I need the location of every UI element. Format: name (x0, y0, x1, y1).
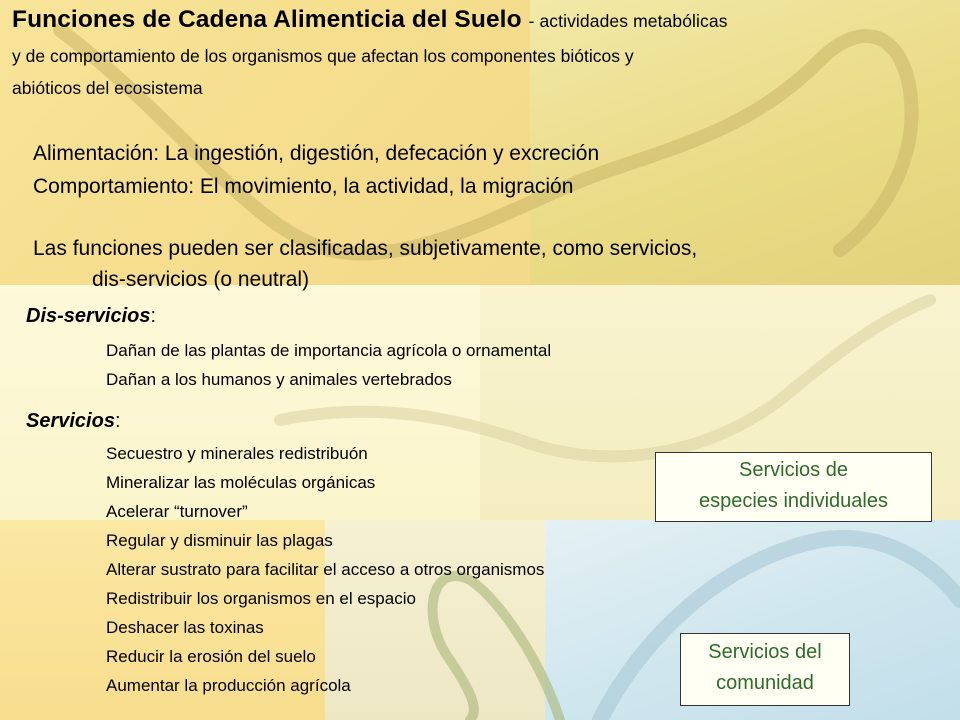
service-item: Secuestro y minerales redistribuón (106, 444, 368, 463)
definition-behavior: Comportamiento: El movimiento, la actividad, la migración (33, 175, 574, 198)
service-item: Alterar sustrato para facilitar el acceso a otros organismos (106, 560, 545, 579)
callout-community-line-2: comunidad (716, 672, 814, 694)
definition-feeding: Alimentación: La ingestión, digestión, defecación y excreción (33, 142, 600, 165)
classification-line-2: dis-servicios (o neutral) (92, 268, 310, 291)
classification-line-1: Las funciones pueden ser clasificadas, subjetivamente, como servicios, (33, 237, 698, 260)
service-item: Regular y disminuir las plagas (106, 531, 333, 550)
callout-individual-line-2: especies individuales (698, 490, 888, 512)
disservice-item: Dañan de las plantas de importancia agrícola o ornamental (106, 341, 552, 360)
services-heading-label: Servicios (26, 410, 115, 432)
disservices-heading-colon: : (150, 305, 157, 327)
page-title (12, 6, 728, 34)
service-item: Acelerar “turnover” (106, 502, 248, 521)
disservice-item: Dañan a los humanos y animales vertebrados (106, 370, 452, 389)
background-panel-bottom-middle (325, 520, 545, 720)
callout-individual-species-services (655, 452, 932, 522)
callout-community-services (680, 633, 850, 706)
services-heading (26, 410, 121, 433)
service-item: Deshacer las toxinas (106, 618, 264, 637)
services-heading-colon: : (114, 410, 121, 432)
title-subtitle-line-1: - actividades metabólicas (528, 11, 728, 31)
disservices-heading (26, 305, 156, 328)
title-subtitle-line-2: y de comportamiento de los organismos que afectan los componentes bióticos y (12, 46, 634, 66)
callout-individual-line-1: Servicios de (739, 459, 848, 481)
title-main: Funciones de Cadena Alimenticia del Suelo (12, 6, 522, 33)
service-item: Mineralizar las moléculas orgánicas (106, 473, 376, 492)
title-subtitle-line-3: abióticos del ecosistema (12, 78, 203, 98)
service-item: Aumentar la producción agrícola (106, 676, 351, 695)
service-item: Reducir la erosión del suelo (106, 647, 316, 666)
disservices-heading-label: Dis-servicios (26, 305, 151, 327)
service-item: Redistribuir los organismos en el espacio (106, 589, 416, 608)
callout-community-line-1: Servicios del (708, 641, 822, 663)
